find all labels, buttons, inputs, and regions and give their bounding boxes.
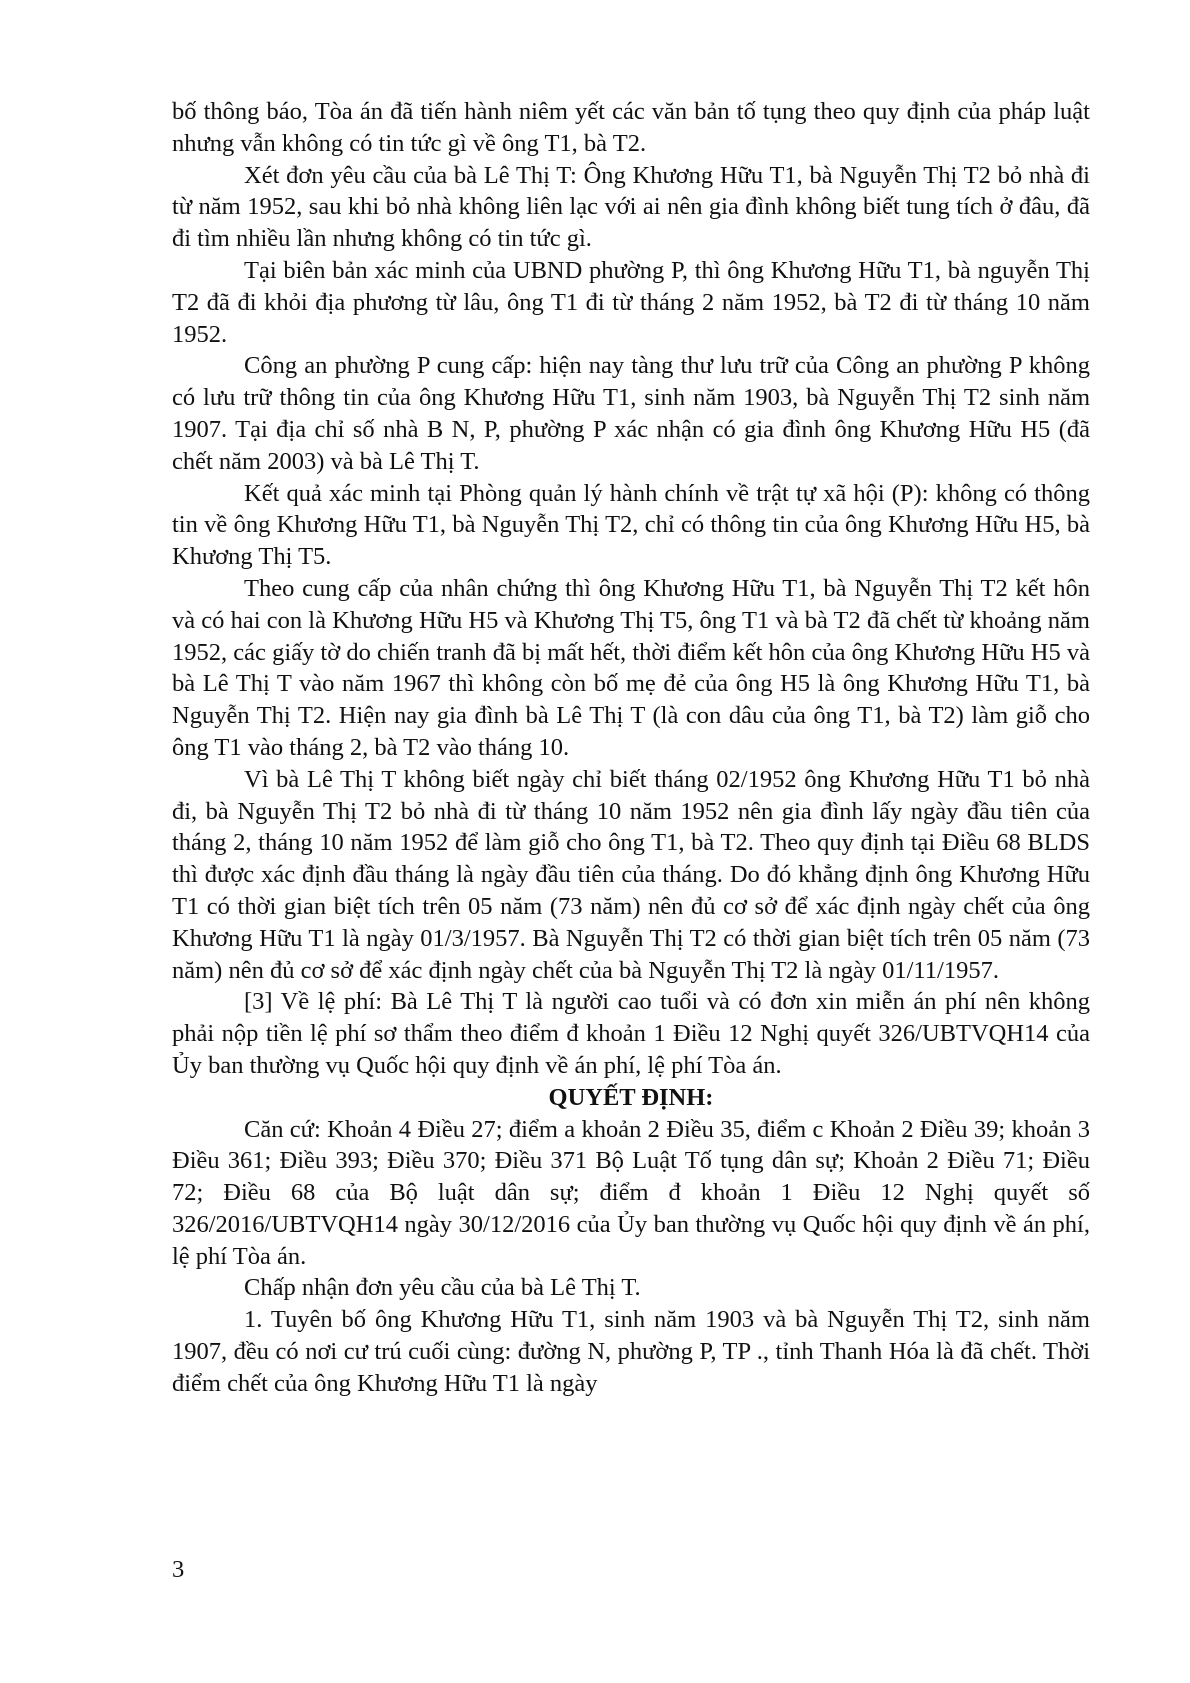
paragraph: Tại biên bản xác minh của UBND phường P, thì ông Khương Hữu T1, bà nguyễn Thị T2 đã đi khỏi địa phương từ lâu, ông T1 đi từ tháng 2 năm 1952, bà T2 đi từ tháng 10 năm 1952. [172,256,1090,348]
paragraph: [3] Về lệ phí: Bà Lê Thị T là người cao tuổi và có đơn xin miễn án phí nên không phải nộp tiền lệ phí sơ thẩm theo điểm đ khoản 1 Điều 12 Nghị quyết 326/UBTVQH14 của Ủy ban thường vụ Quốc hội quy định về án phí, lệ phí Tòa án. [172,988,1090,1079]
paragraph: Theo cung cấp của nhân chứng thì ông Khương Hữu T1, bà Nguyễn Thị T2 kết hôn và có hai con là Khương Hữu H5 và Khương Thị T5, ông T1 và bà T2 đã chết từ khoảng năm 1952, các giấy tờ do chiến tranh đã bị mất hết, thời điểm kết hôn của ông Khương Hữu H5 và bà Lê Thị T vào năm 1967 thì không còn bố mẹ đẻ của ông H5 là ông Khương Hữu T1, bà Nguyễn Thị T2. Hiện nay gia đình bà Lê Thị T (là con dâu của ông T1, bà T2) làm giỗ cho ông T1 vào tháng 2, bà T2 vào tháng 10. [172,574,1090,761]
paragraph: Chấp nhận đơn yêu cầu của bà Lê Thị T. [244,1274,641,1302]
paragraph: Căn cứ: Khoản 4 Điều 27; điểm a khoản 2 Điều 35, điểm c Khoản 2 Điều 39; khoản 3 Điều 361; Điều 393; Điều 370; Điều 371 Bộ Luật Tố tụng dân sự; Khoản 2 Điều 71; Điều 72; Điều 68 của Bộ luật dân sự; điểm đ khoản 1 Điều 12 Nghị quyết số 326/2016/UBTVQH14 ngày 30/12/2016 của Ủy ban thường vụ Quốc hội quy định về án phí, lệ phí Tòa án. [172,1115,1090,1270]
paragraph: Kết quả xác minh tại Phòng quản lý hành chính về trật tự xã hội (P): không có thông tin về ông Khương Hữu T1, bà Nguyễn Thị T2, chỉ có thông tin của ông Khương Hữu H5, bà Khương Thị T5. [172,479,1090,571]
paragraph: bố thông báo, Tòa án đã tiến hành niêm yết các văn bản tố tụng theo quy định của pháp luật nhưng vẫn không có tin tức gì về ông T1, bà T2. [172,98,1090,157]
body-text-after-heading [172,1114,1090,1400]
document-page [172,96,1090,1400]
page-number: 3 [172,1556,185,1583]
paragraph: 1. Tuyên bố ông Khương Hữu T1, sinh năm 1903 và bà Nguyễn Thị T2, sinh năm 1907, đều có nơi cư trú cuối cùng: đường N, phường P, TP ., tỉnh Thanh Hóa là đã chết. Thời điểm chết của ông Khương Hữu T1 là ngày [172,1306,1090,1397]
body-text-before-heading [172,96,1090,1082]
section-heading: QUYẾT ĐỊNH: [548,1083,714,1111]
paragraph: Vì bà Lê Thị T không biết ngày chỉ biết tháng 02/1952 ông Khương Hữu T1 bỏ nhà đi, bà Nguyễn Thị T2 bỏ nhà đi từ tháng 10 năm 1952 nên gia đình lấy ngày đầu tiên của tháng 2, tháng 10 năm 1952 để làm giỗ cho ông T1, bà T2. Theo quy định tại Điều 68 BLDS thì được xác định đầu tháng là ngày đầu tiên của tháng. Do đó khẳng định ông Khương Hữu T1 có thời gian biệt tích trên 05 năm (73 năm) nên đủ cơ sở để xác định ngày chết của ông Khương Hữu T1 là ngày 01/3/1957. Bà Nguyễn Thị T2 có thời gian biệt tích trên 05 năm (73 năm) nên đủ cơ sở để xác định ngày chết của bà Nguyễn Thị T2 là ngày 01/11/1957. [172,765,1090,984]
paragraph: Công an phường P cung cấp: hiện nay tàng thư lưu trữ của Công an phường P không có lưu trữ thông tin của ông Khương Hữu T1, sinh năm 1903, bà Nguyễn Thị T2 sinh năm 1907. Tại địa chỉ số nhà B N, P, phường P xác nhận có gia đình ông Khương Hữu H5 (đã chết năm 2003) và bà Lê Thị T. [172,352,1090,475]
paragraph: Xét đơn yêu cầu của bà Lê Thị T: Ông Khương Hữu T1, bà Nguyễn Thị T2 bỏ nhà đi từ năm 1952, sau khi bỏ nhà không liên lạc với ai nên gia đình không biết tung tích ở đâu, đã đi tìm nhiều lần nhưng không có tin tức gì. [172,161,1090,253]
